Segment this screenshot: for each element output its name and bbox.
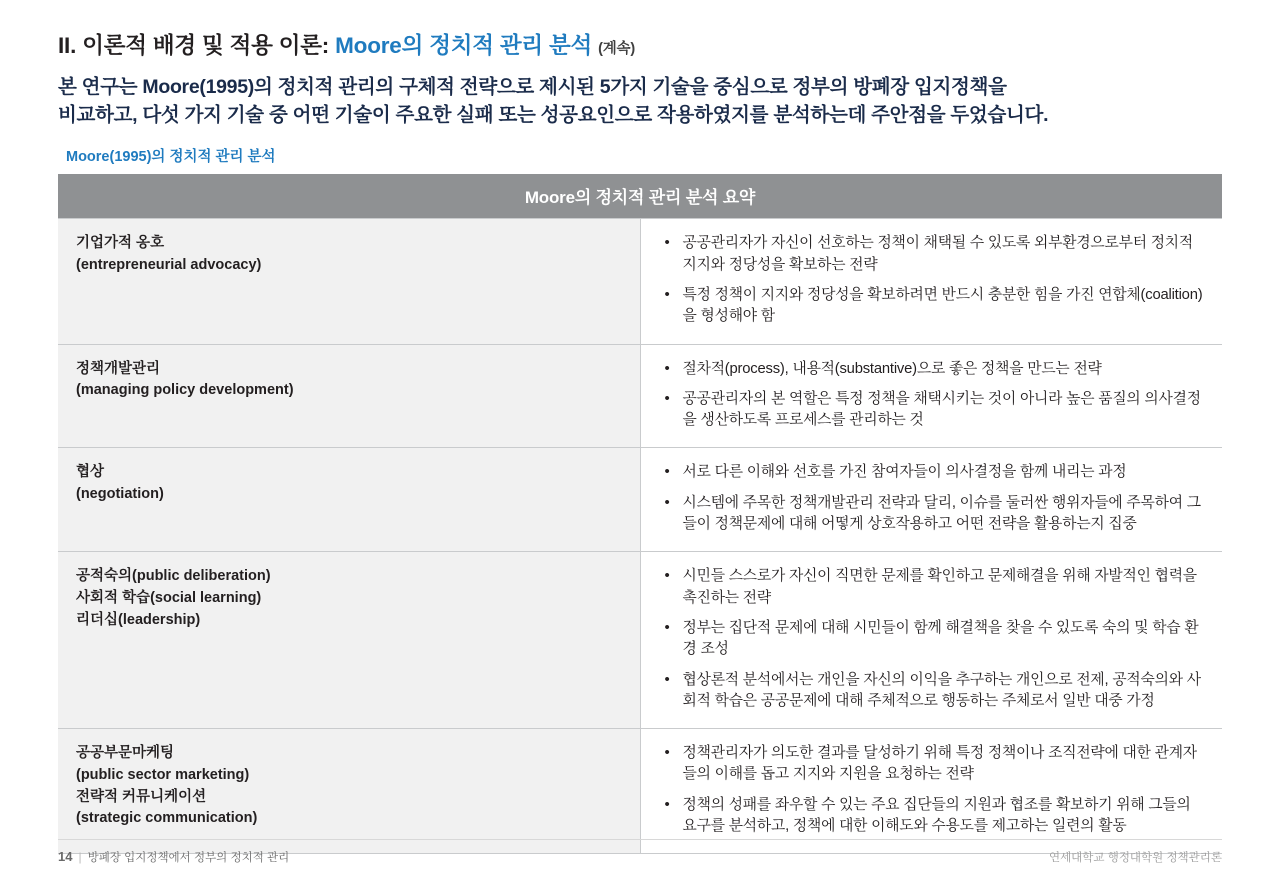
table-header-row bbox=[58, 174, 1222, 219]
slide-footer bbox=[58, 839, 1222, 868]
lead-line-1: 본 연구는 Moore(1995)의 정치적 관리의 구체적 전략으로 제시된 5가지 기술을 중심으로 정부의 방폐장 입지정책을 bbox=[58, 76, 1007, 98]
row-label-line: (managing policy development) bbox=[76, 382, 294, 399]
section-caption: Moore(1995)의 정치적 관리 분석 bbox=[66, 149, 276, 166]
table-row bbox=[58, 219, 1222, 344]
page-title-accent: Moore의 정치적 관리 분석 bbox=[335, 33, 593, 58]
list-item: • 시스템에 주목한 정책개발관리 전략과 달리, 이슈를 둘러싼 행위자들에 주목하여 그들이 정책문제에 대해 어떻게 상호작용하고 어떤 전략을 활용하는지 집중 bbox=[661, 493, 1209, 536]
page-number: 14 bbox=[58, 849, 73, 864]
moore-analysis-table bbox=[58, 174, 1222, 854]
row-label-cell bbox=[58, 448, 640, 552]
row-label-line: 협상 bbox=[76, 464, 105, 481]
bullet-list bbox=[661, 743, 1209, 837]
row-content-cell bbox=[640, 219, 1222, 344]
table-row bbox=[58, 729, 1222, 854]
row-label-cell bbox=[58, 219, 640, 344]
footer-left bbox=[58, 849, 289, 865]
row-label-line: (strategic communication) bbox=[76, 810, 258, 827]
table-row bbox=[58, 552, 1222, 729]
table-row bbox=[58, 448, 1222, 552]
page-title bbox=[58, 28, 1222, 60]
list-item: • 서로 다른 이해와 선호를 가진 참여자들이 의사결정을 함께 내리는 과정 bbox=[661, 462, 1209, 483]
table-row bbox=[58, 344, 1222, 448]
bullet-list bbox=[661, 566, 1209, 712]
row-label-line: 공공부문마케팅 bbox=[76, 745, 175, 762]
row-label-line: 공적숙의(public deliberation) bbox=[76, 568, 271, 585]
row-label-line: (public sector marketing) bbox=[76, 766, 250, 783]
row-content-cell bbox=[640, 344, 1222, 448]
row-label-line: 기업가적 옹호 bbox=[76, 235, 165, 252]
row-label-cell bbox=[58, 729, 640, 854]
list-item: • 정책관리자가 의도한 결과를 달성하기 위해 특정 정책이나 조직전략에 대한 관계자들의 이해를 돕고 지지와 지원을 요청하는 전략 bbox=[661, 743, 1209, 786]
bullet-list bbox=[661, 359, 1209, 432]
row-label-line: 정책개발관리 bbox=[76, 360, 161, 377]
row-content-cell bbox=[640, 448, 1222, 552]
row-label-line: (entrepreneurial advocacy) bbox=[76, 257, 262, 274]
row-label-line: (negotiation) bbox=[76, 486, 164, 503]
row-label-line: 사회적 학습(social learning) bbox=[76, 590, 262, 607]
list-item: • 정부는 집단적 문제에 대해 시민들이 함께 해결책을 찾을 수 있도록 숙의 및 학습 환경 조성 bbox=[661, 618, 1209, 661]
footer-affiliation: 연세대학교 행정대학원 정책관리론 bbox=[1048, 852, 1222, 864]
list-item: • 시민들 스스로가 자신이 직면한 문제를 확인하고 문제해결을 위해 자발적인 협력을 촉진하는 전략 bbox=[661, 566, 1209, 609]
list-item: • 공공관리자가 자신이 선호하는 정책이 채택될 수 있도록 외부환경으로부터 정치적 지지와 정당성을 확보하는 전략 bbox=[661, 233, 1209, 276]
bullet-list bbox=[661, 462, 1209, 535]
row-content-cell bbox=[640, 552, 1222, 729]
footer-separator: | bbox=[78, 850, 82, 864]
list-item: • 협상론적 분석에서는 개인을 자신의 이익을 추구하는 개인으로 전제, 공적숙의와 사회적 학습은 공공문제에 대해 주체적으로 행동하는 주체로서 일반 대중 가정 bbox=[661, 670, 1209, 713]
bullet-list bbox=[661, 233, 1209, 327]
page-title-prefix: II. 이론적 배경 및 적용 이론: bbox=[58, 33, 336, 58]
table-body bbox=[58, 174, 1222, 853]
page-title-continued: (계속) bbox=[598, 41, 635, 57]
lead-paragraph bbox=[58, 74, 1224, 129]
list-item: • 특정 정책이 지지와 정당성을 확보하려면 반드시 충분한 힘을 가진 연합체(coalition)을 형성해야 함 bbox=[661, 285, 1209, 328]
row-label-line: 전략적 커뮤니케이션 bbox=[76, 788, 207, 805]
list-item: • 절차적(process), 내용적(substantive)으로 좋은 정책을 만드는 전략 bbox=[661, 359, 1209, 380]
lead-line-2: 비교하고, 다섯 가지 기술 중 어떤 기술이 주요한 실패 또는 성공요인으로 작용하였지를 분석하는데 주안점을 두었습니다. bbox=[58, 103, 1049, 126]
row-label-cell bbox=[58, 344, 640, 448]
row-label-line: 리더십(leadership) bbox=[76, 611, 201, 628]
table-header-cell: Moore의 정치적 관리 분석 요약 bbox=[58, 174, 1222, 219]
row-label-cell bbox=[58, 552, 640, 729]
row-content-cell bbox=[640, 729, 1222, 854]
list-item: • 정책의 성패를 좌우할 수 있는 주요 집단들의 지원과 협조를 확보하기 위해 그들의 요구를 분석하고, 정책에 대한 이해도와 수용도를 제고하는 일련의 활동 bbox=[661, 795, 1209, 838]
list-item: • 공공관리자의 본 역할은 특정 정책을 채택시키는 것이 아니라 높은 품질의 의사결정을 생산하도록 프로세스를 관리하는 것 bbox=[661, 389, 1209, 432]
footer-document-title: 방폐장 입지정책에서 정부의 정치적 관리 bbox=[87, 852, 290, 864]
